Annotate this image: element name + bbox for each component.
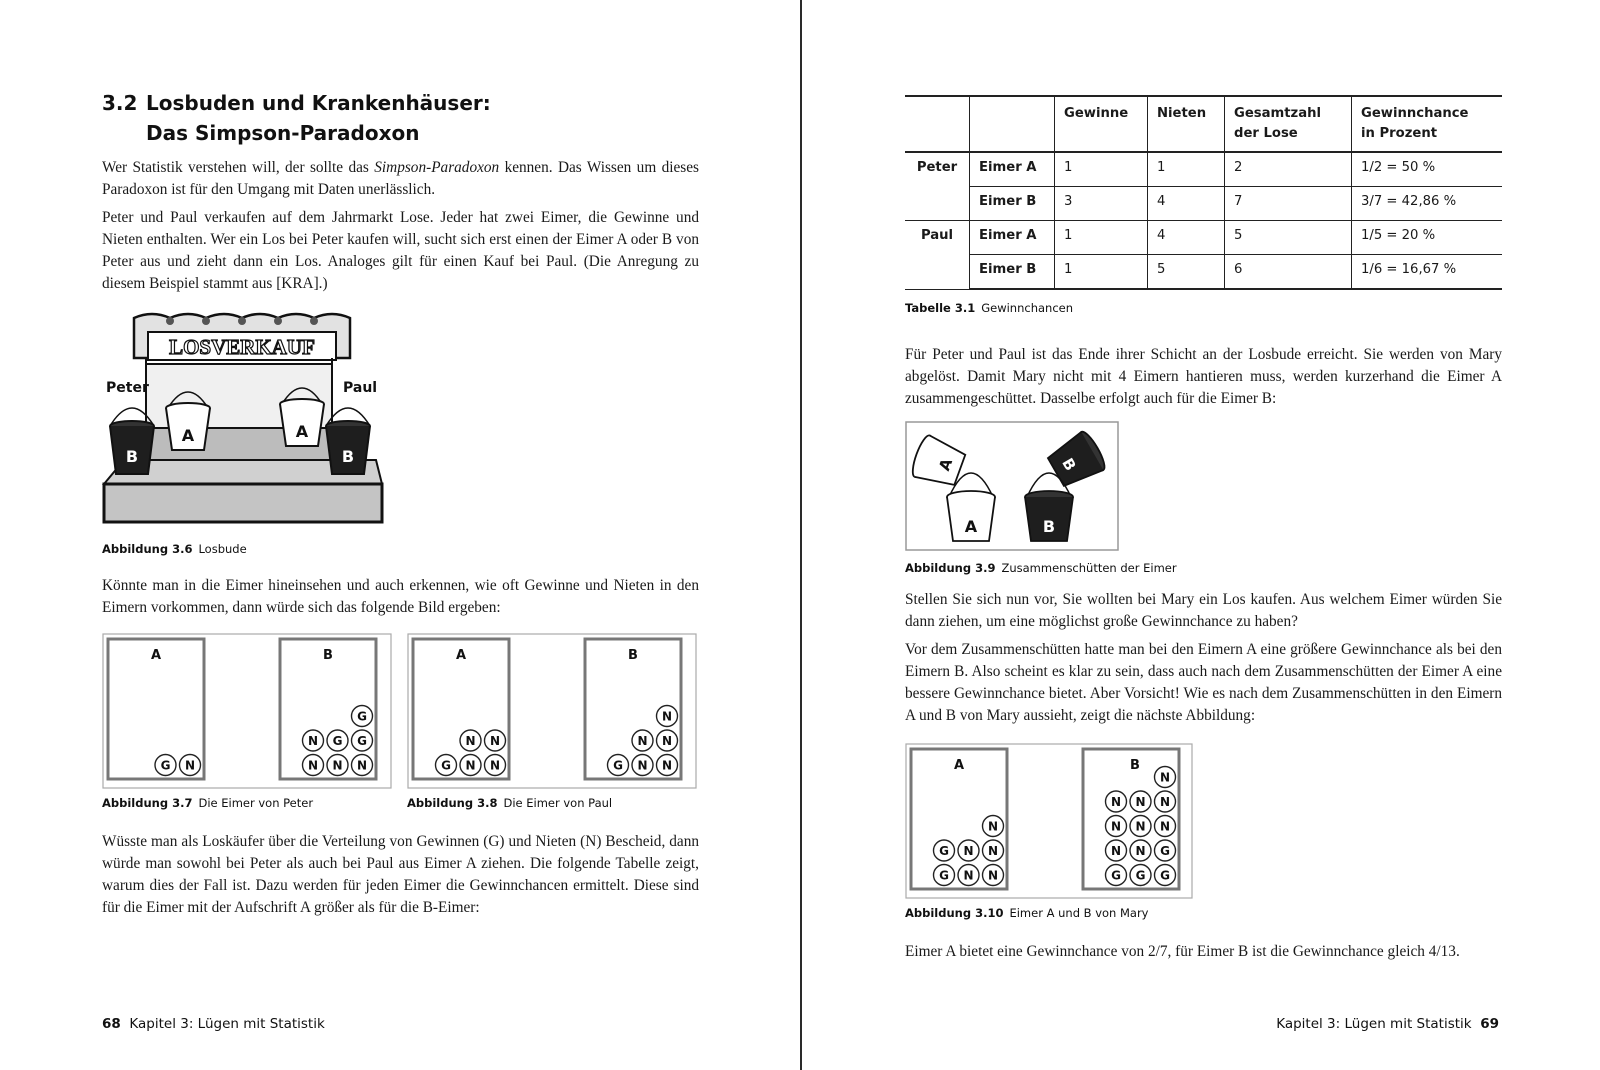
caption-fig-3-8 bbox=[407, 796, 612, 810]
paragraph-intro bbox=[102, 157, 699, 201]
ball-label: N bbox=[356, 758, 368, 773]
right-page bbox=[803, 0, 1600, 1070]
intro-text-end: kennen. Das Wissen um dieses Paradoxon ist für den Umgang mit Daten unerlässlich. bbox=[102, 159, 699, 198]
bucket-b-peter-label: B bbox=[125, 447, 139, 466]
caption-fig-3-7 bbox=[102, 796, 313, 810]
ball-label: G bbox=[939, 868, 949, 883]
table-header-empty bbox=[905, 96, 970, 152]
bucket-label: B bbox=[323, 648, 333, 663]
table-cell: 1 bbox=[1148, 152, 1225, 187]
bucket-label: A bbox=[150, 648, 162, 663]
book-spine bbox=[800, 0, 802, 1070]
ball-label: N bbox=[1159, 819, 1171, 834]
table-cell: 4 bbox=[1148, 221, 1225, 255]
bucket-a-target-label: A bbox=[964, 517, 978, 536]
footer-right bbox=[1276, 1016, 1499, 1032]
caption-number: Abbildung 3.10 bbox=[905, 906, 1004, 920]
table-cell: 1/5 = 20 % bbox=[1352, 221, 1503, 255]
table-header-gewinne: Gewinne bbox=[1055, 96, 1148, 152]
ball-label: G bbox=[160, 758, 171, 773]
caption-number: Abbildung 3.9 bbox=[905, 561, 996, 575]
ball-label: G bbox=[441, 758, 451, 773]
ball-label: N bbox=[1110, 795, 1122, 809]
losbude-illustration bbox=[100, 308, 390, 530]
caption-number: Abbildung 3.8 bbox=[407, 796, 498, 810]
section-heading bbox=[102, 88, 491, 148]
paragraph-peter-paul: Peter und Paul verkaufen auf dem Jahrmarkt Lose. Jeder hat zwei Eimer, die Gewinne und Nieten enthalten. Wer ein Los bei Peter kaufen will, sucht sich erst einen der Eimer A oder B von Peter aus und zieht dann ein Los. Analoges gilt für einen Kauf bei Paul. (Die Anregung zu diesem Beispiel stammt aus [KRA].) bbox=[102, 209, 699, 292]
section-number: 3.2 bbox=[102, 91, 138, 115]
table-cell: 1/2 = 50 % bbox=[1352, 152, 1503, 187]
bucket-b-peter bbox=[110, 408, 154, 474]
caption-text: Die Eimer von Peter bbox=[198, 796, 314, 810]
ball-label: N bbox=[332, 758, 343, 773]
table-row bbox=[905, 152, 1502, 187]
ball-label: N bbox=[637, 758, 648, 773]
ball-label: G bbox=[357, 734, 367, 748]
bucket-label: B bbox=[1130, 758, 1140, 773]
mary-buckets-figure bbox=[905, 743, 1193, 899]
caption-text: Losbude bbox=[198, 542, 247, 556]
ball-label: N bbox=[1135, 795, 1146, 809]
chapter-title: Kapitel 3: Lügen mit Statistik bbox=[1276, 1016, 1472, 1032]
ball-label: N bbox=[489, 758, 501, 773]
ball-label: N bbox=[465, 734, 476, 748]
ball-label: G bbox=[1160, 868, 1170, 883]
table-cell: 3 bbox=[1055, 187, 1148, 221]
caption-number: Tabelle 3.1 bbox=[905, 301, 976, 315]
paragraph-los-kaufen: Stellen Sie sich nun vor, Sie wollten bei Mary ein Los kaufen. Aus welchem Eimer würden Sie dann ziehen, um eine möglichst große Gewinnchance zu haben? bbox=[905, 591, 1502, 630]
ball-label: N bbox=[1110, 819, 1122, 834]
sign-text: LOSVERKAUF bbox=[169, 335, 315, 359]
ball-label: G bbox=[332, 734, 343, 748]
ball-label: N bbox=[963, 868, 974, 883]
table-cell-bucket: Eimer A bbox=[970, 152, 1055, 187]
page-number: 69 bbox=[1480, 1016, 1499, 1032]
bucket-a-paul-label: A bbox=[295, 422, 309, 441]
caption-fig-3-6 bbox=[102, 542, 247, 556]
table-cell: 1 bbox=[1055, 221, 1148, 255]
peter-buckets-figure bbox=[102, 633, 392, 789]
ball-label: N bbox=[661, 758, 673, 773]
paragraph-mary: Für Peter und Paul ist das Ende ihrer Schicht an der Losbude erreicht. Sie werden von Mary abgelöst. Damit Mary nicht mit 4 Eimern hantieren muss, werden kurzerhand die Eimer A zusammengeschüttet. Dasselbe erfolgt auch für die Eimer B: bbox=[905, 346, 1502, 407]
caption-number: Abbildung 3.7 bbox=[102, 796, 193, 810]
ball-label: N bbox=[489, 734, 501, 748]
table-cell: 7 bbox=[1225, 187, 1352, 221]
ball-label: G bbox=[357, 709, 367, 724]
intro-text: Wer Statistik verstehen will, der sollte das bbox=[102, 159, 375, 176]
caption-text: Gewinnchancen bbox=[981, 301, 1074, 315]
bucket-b-paul-label: B bbox=[341, 447, 355, 466]
ball-label: G bbox=[1160, 844, 1170, 858]
ball-label: N bbox=[987, 844, 999, 858]
caption-fig-3-10 bbox=[905, 906, 1148, 920]
table-row bbox=[905, 187, 1502, 221]
ball-label: N bbox=[307, 734, 319, 748]
caption-text: Eimer A und B von Mary bbox=[1009, 906, 1149, 920]
label-peter: Peter bbox=[106, 380, 149, 396]
ball-label: N bbox=[987, 819, 999, 834]
tilted-bucket-b-label: B bbox=[1058, 455, 1080, 474]
table-header-gewinnchance bbox=[1352, 96, 1503, 152]
table-cell: 1 bbox=[1055, 152, 1148, 187]
chapter-title: Kapitel 3: Lügen mit Statistik bbox=[129, 1016, 325, 1032]
ball-label: G bbox=[1111, 868, 1121, 883]
caption-number: Abbildung 3.6 bbox=[102, 542, 193, 556]
table-cell: 5 bbox=[1225, 221, 1352, 255]
table-cell: 6 bbox=[1225, 255, 1352, 290]
bucket-label: B bbox=[628, 648, 638, 663]
table-cell-bucket: Eimer B bbox=[970, 187, 1055, 221]
ball-label: N bbox=[1110, 844, 1122, 858]
heading-line-1: Losbuden und Krankenhäuser: bbox=[146, 91, 491, 115]
table-cell: 4 bbox=[1148, 187, 1225, 221]
ball-label: N bbox=[1159, 770, 1171, 785]
table-header-empty bbox=[970, 96, 1055, 152]
ball-label: N bbox=[661, 734, 673, 748]
intro-term: Simpson-Paradoxon bbox=[374, 159, 500, 176]
ball-label: N bbox=[1135, 819, 1146, 834]
label-paul: Paul bbox=[343, 380, 378, 396]
bucket-label: A bbox=[455, 648, 467, 663]
bucket-b-target-label: B bbox=[1042, 517, 1056, 536]
header-line: in Prozent bbox=[1361, 126, 1438, 141]
ball-label: N bbox=[465, 758, 476, 773]
paragraph-verteilung: Wüsste man als Loskäufer über die Verteilung von Gewinnen (G) und Nieten (N) Bescheid, dann würde man sowohl bei Peter als auch bei Paul aus Eimer A ziehen. Die folgende Tabelle zeigt, warum dies der Fall ist. Dazu werden für jeden Eimer die Gewinnchancen ermittelt. Diese sind für die Eimer mit der Aufschrift A größer als für die B-Eimer: bbox=[102, 833, 699, 916]
ball-label: N bbox=[184, 758, 196, 773]
tilted-bucket-a-label: A bbox=[935, 456, 957, 474]
ball-label: N bbox=[637, 734, 648, 748]
ball-label: G bbox=[939, 844, 949, 858]
gewinnchancen-table bbox=[905, 95, 1502, 290]
table-cell: 1/6 = 16,67 % bbox=[1352, 255, 1503, 290]
header-line: Gewinnchance bbox=[1361, 106, 1469, 121]
page-number: 68 bbox=[102, 1016, 121, 1032]
paragraph-vorsicht: Vor dem Zusammenschütten hatte man bei den Eimern A eine größere Gewinnchance als bei den Eimern B. Also scheint es klar zu sein, dass auch nach dem Zusammenschütten der Eimer A eine bessere Gewinnchance bietet. Aber Vorsicht! Wie es nach dem Zusammenschütten in den Eimern A und B von Mary aussieht, zeigt die nächste Abbildung: bbox=[905, 641, 1502, 724]
heading-line-2: Das Simpson-Paradoxon bbox=[146, 121, 420, 145]
bucket-a-peter-label: A bbox=[181, 426, 195, 445]
table-cell: 1 bbox=[1055, 255, 1148, 290]
header-line: Gesamtzahl bbox=[1234, 106, 1322, 121]
ball-label: N bbox=[661, 709, 673, 724]
bucket-b-paul bbox=[326, 408, 370, 474]
table-cell-person: Paul bbox=[905, 221, 970, 290]
table-cell-person: Peter bbox=[905, 152, 970, 221]
ball-label: N bbox=[307, 758, 319, 773]
bucket-label: A bbox=[953, 758, 965, 773]
table-cell-bucket: Eimer B bbox=[970, 255, 1055, 290]
table-row bbox=[905, 255, 1502, 290]
paragraph-ergebnis: Eimer A bietet eine Gewinnchance von 2/7, für Eimer B ist die Gewinnchance gleich 4/13. bbox=[905, 943, 1460, 960]
caption-text: Die Eimer von Paul bbox=[503, 796, 613, 810]
header-line: der Lose bbox=[1234, 126, 1298, 141]
zusammenschuetten-illustration bbox=[905, 421, 1119, 551]
table-header-nieten: Nieten bbox=[1148, 96, 1225, 152]
ball-label: N bbox=[1159, 795, 1171, 809]
caption-table-3-1 bbox=[905, 301, 1073, 315]
table-row bbox=[905, 221, 1502, 255]
table-cell: 3/7 = 42,86 % bbox=[1352, 187, 1503, 221]
table-cell-bucket: Eimer A bbox=[970, 221, 1055, 255]
caption-fig-3-9 bbox=[905, 561, 1177, 575]
table-header-row bbox=[905, 96, 1502, 152]
ball-label: N bbox=[963, 844, 974, 858]
ball-label: G bbox=[1135, 868, 1146, 883]
paul-buckets-figure bbox=[407, 633, 697, 789]
footer-left bbox=[102, 1016, 325, 1032]
table-cell: 5 bbox=[1148, 255, 1225, 290]
ball-label: N bbox=[1135, 844, 1146, 858]
table-header-gesamtzahl bbox=[1225, 96, 1352, 152]
caption-text: Zusammenschütten der Eimer bbox=[1001, 561, 1177, 575]
ball-label: N bbox=[987, 868, 999, 883]
ball-label: G bbox=[613, 758, 623, 773]
paragraph-eimer-sehen: Könnte man in die Eimer hineinsehen und auch erkennen, wie oft Gewinne und Nieten in den Eimern vorkommen, dann würde sich das folgende Bild ergeben: bbox=[102, 577, 699, 616]
table-cell: 2 bbox=[1225, 152, 1352, 187]
